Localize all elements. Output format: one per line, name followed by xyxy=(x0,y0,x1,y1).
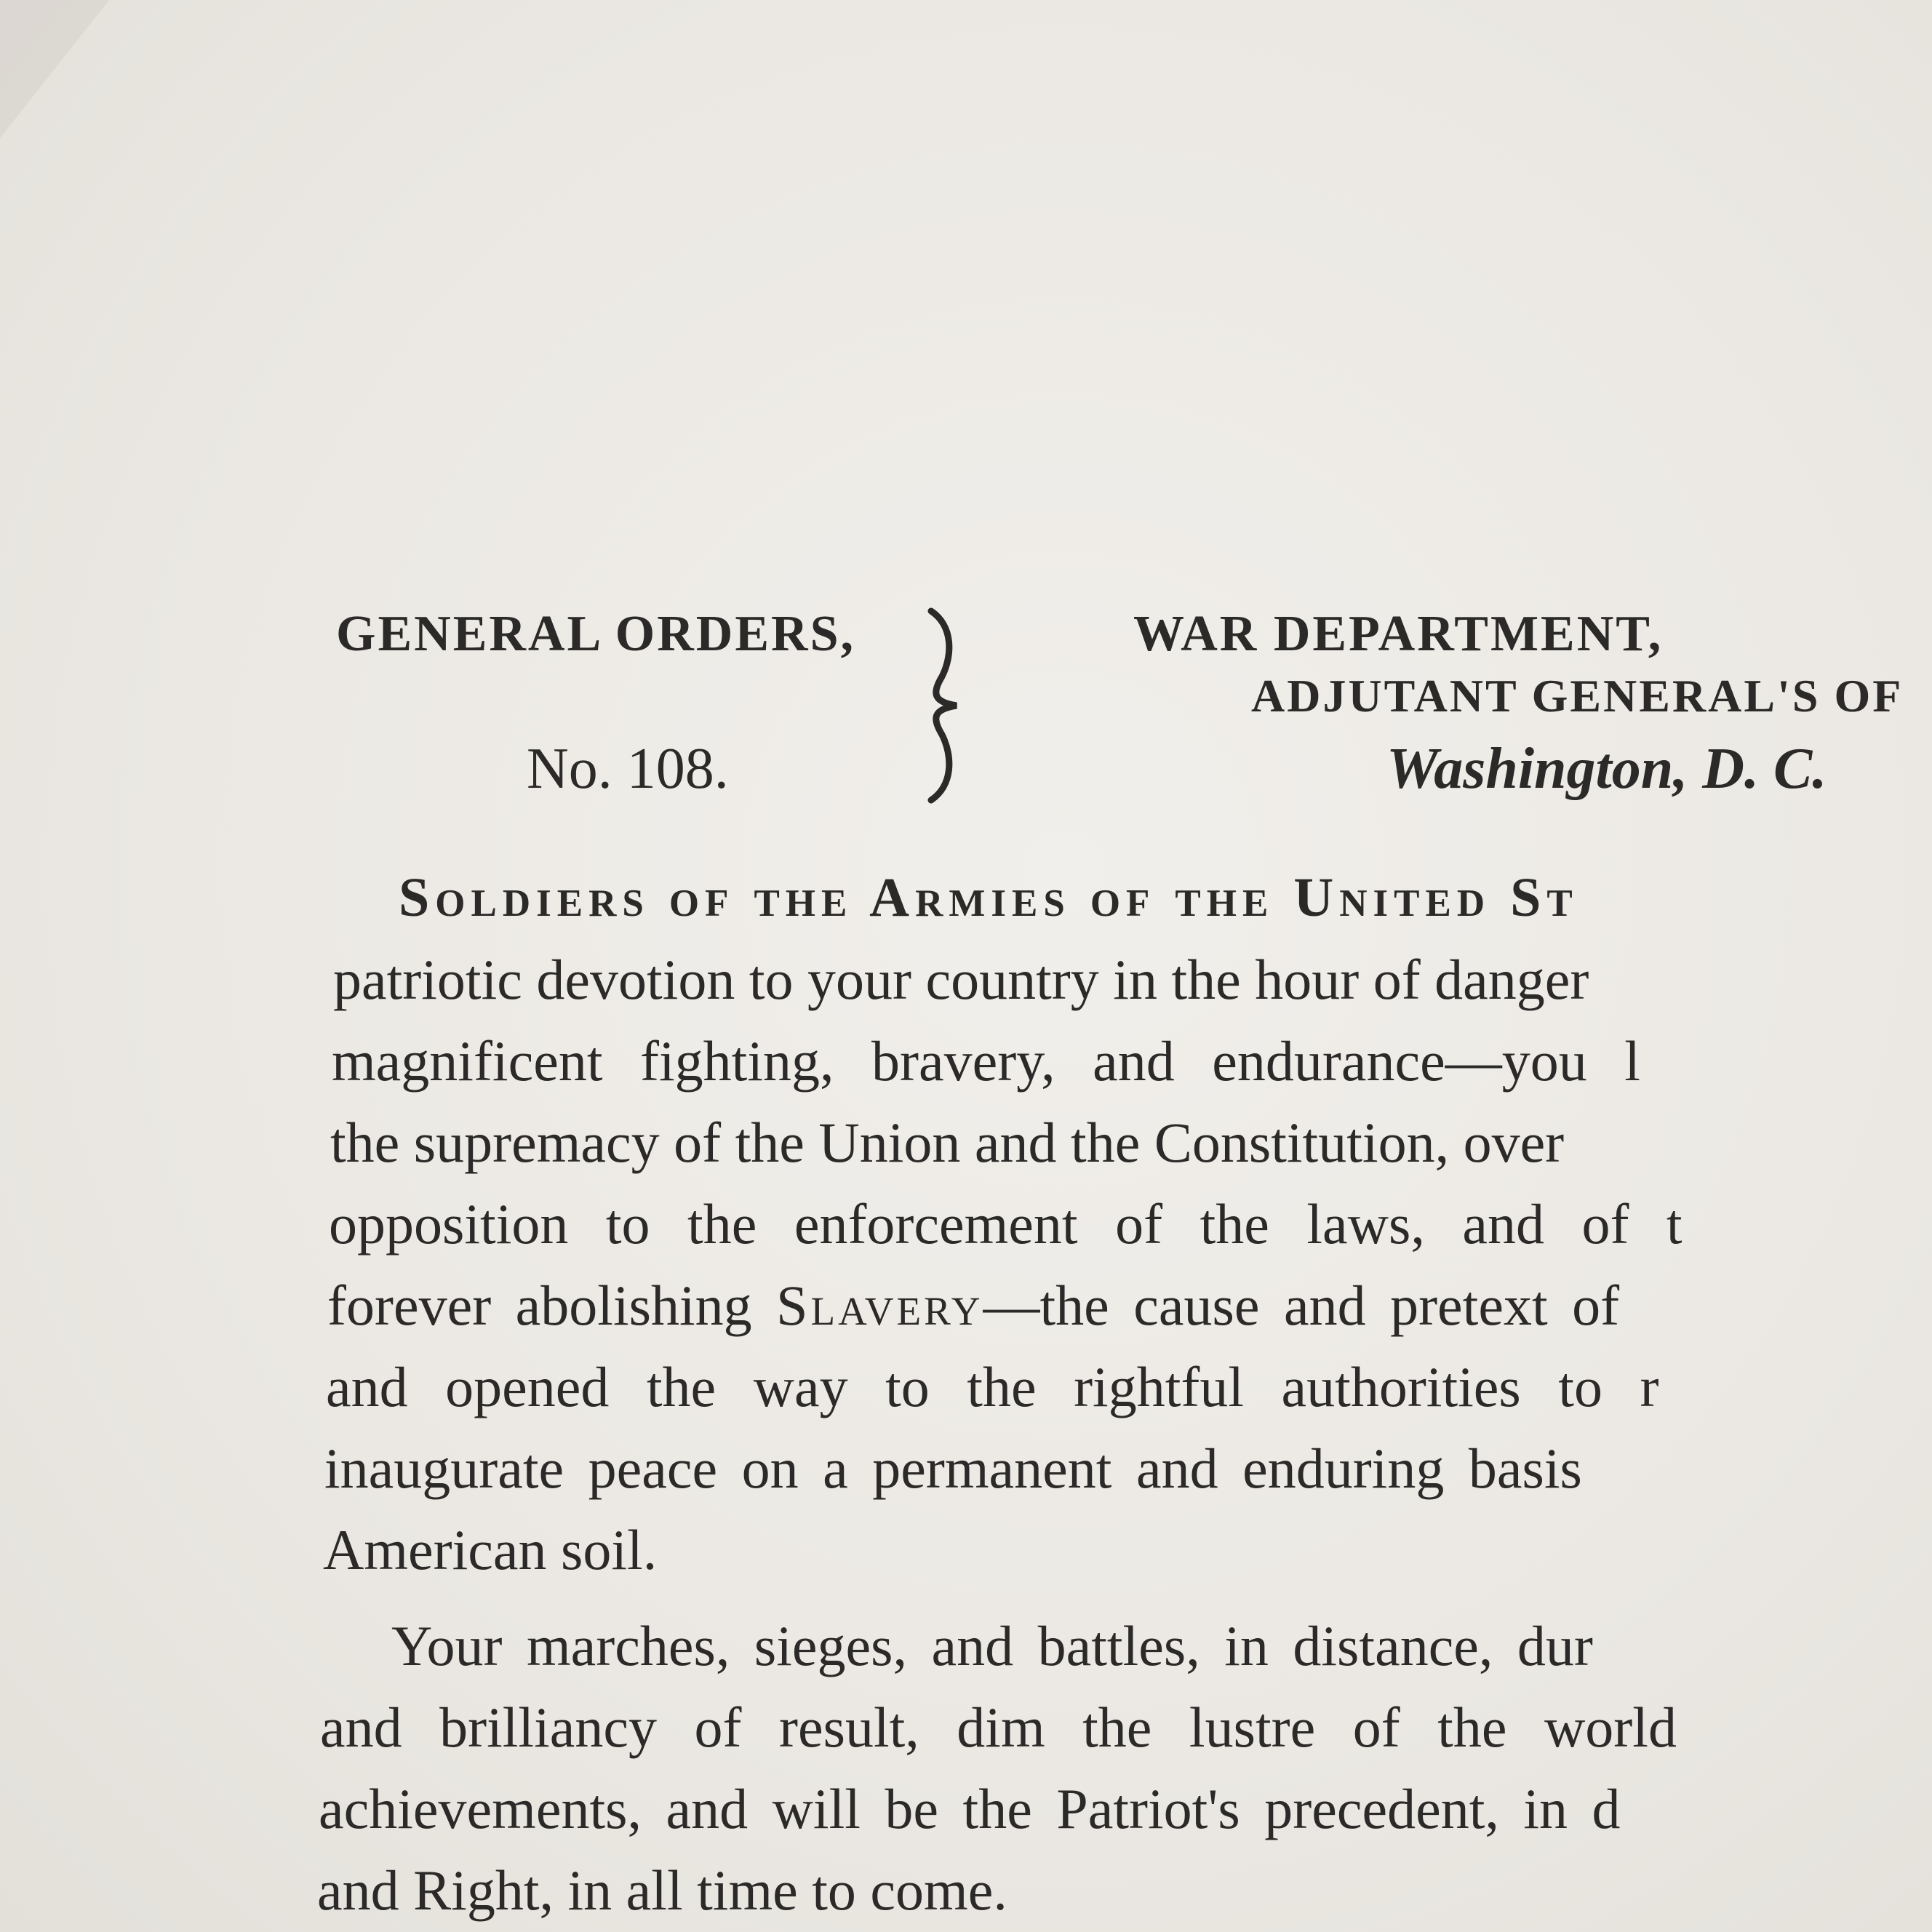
war-department-label: WAR DEPARTMENT, xyxy=(1133,606,1664,662)
body-line xyxy=(327,1274,1620,1337)
body-line: Your marches, sieges, and battles, in distance, dur xyxy=(391,1614,1593,1677)
place-label: Washington, D. C. xyxy=(1386,737,1827,801)
slavery-word: Slavery xyxy=(776,1274,983,1337)
general-orders-label: GENERAL ORDERS, xyxy=(336,606,856,662)
text-run: forever abolishing xyxy=(327,1274,777,1337)
body-line: and opened the way to the rightful authorities to r xyxy=(326,1355,1659,1418)
adjutant-office-label: ADJUTANT GENERAL'S OF xyxy=(1251,670,1904,722)
body-line: and Right, in all time to come. xyxy=(317,1859,1007,1922)
body-line: inaugurate peace on a permanent and enduring basis xyxy=(324,1437,1582,1500)
body-line: Soldiers of the Armies of the United St xyxy=(399,867,1578,928)
order-number: No. 108. xyxy=(527,737,729,801)
brace-divider xyxy=(902,596,982,815)
body-line: patriotic devotion to your country in the hour of danger xyxy=(333,948,1589,1011)
paper-corner-shadow xyxy=(0,0,109,138)
body-line: achievements, and will be the Patriot's precedent, in d xyxy=(319,1777,1621,1840)
text-run: —the cause and pretext of xyxy=(983,1274,1620,1337)
body-line: American soil. xyxy=(323,1518,658,1581)
body-line: opposition to the enforcement of the laws, and of t xyxy=(329,1192,1682,1256)
body-line: magnificent fighting, bravery, and endurance—you l xyxy=(332,1029,1640,1093)
body-line: the supremacy of the Union and the Constitution, over xyxy=(330,1111,1565,1174)
body-line: and brilliancy of result, dim the lustre of the world xyxy=(320,1696,1677,1759)
